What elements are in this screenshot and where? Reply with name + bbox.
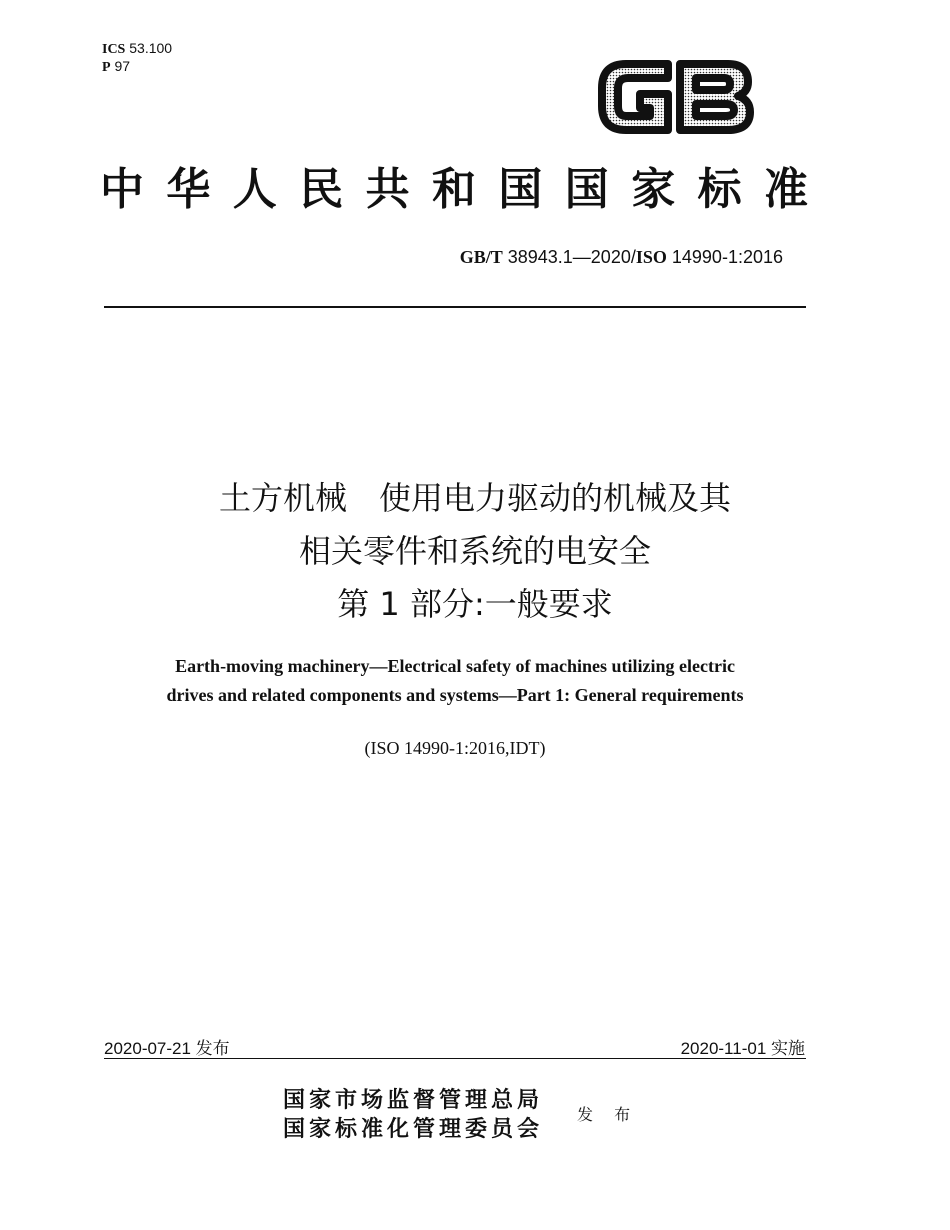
p-code: [102, 58, 172, 76]
publisher-line1: 国家市场监督管理总局: [283, 1087, 544, 1113]
publish-verb: 发 布: [577, 1105, 639, 1124]
title-zh-line1: 土方机械 使用电力驱动的机械及其: [218, 479, 731, 517]
gb-logo-icon: [588, 50, 760, 142]
implement-date: 2020-11-01 实施: [680, 1039, 805, 1058]
p-value: 97: [114, 58, 131, 74]
title-en: [0, 652, 910, 710]
ics-value: 53.100: [129, 40, 173, 56]
title-zh-line3: 第 1 部分:一般要求: [337, 585, 613, 623]
header-divider: [104, 306, 806, 308]
iso-reference: (ISO 14990-1:2016,IDT): [364, 738, 546, 758]
title-en-line1: Earth-moving machinery—Electrical safety of machines utilizing electric: [175, 656, 735, 676]
std-iso-number: 14990-1:2016: [671, 247, 783, 267]
title-zh-line2: 相关零件和系统的电安全: [298, 532, 651, 570]
p-label: P: [102, 60, 111, 75]
footer-divider: [104, 1058, 806, 1059]
issue-date: 2020-07-21 发布: [104, 1039, 230, 1058]
ics-code: [102, 40, 172, 58]
classification-codes: [102, 40, 172, 76]
publisher-line2: 国家标准化管理委员会: [283, 1116, 544, 1142]
std-prefix: GB/T: [459, 247, 503, 267]
std-main: 38943.1—2020/: [507, 247, 636, 267]
standard-number: [460, 247, 783, 268]
publisher: [283, 1086, 543, 1144]
std-iso-label: ISO: [635, 247, 667, 267]
page-title: 中华人民共和国国家标准: [100, 164, 810, 215]
title-zh: [0, 472, 950, 631]
ics-label: ICS: [102, 42, 126, 57]
title-en-line2: drives and related components and systems—Part 1: General requirements: [166, 685, 744, 705]
